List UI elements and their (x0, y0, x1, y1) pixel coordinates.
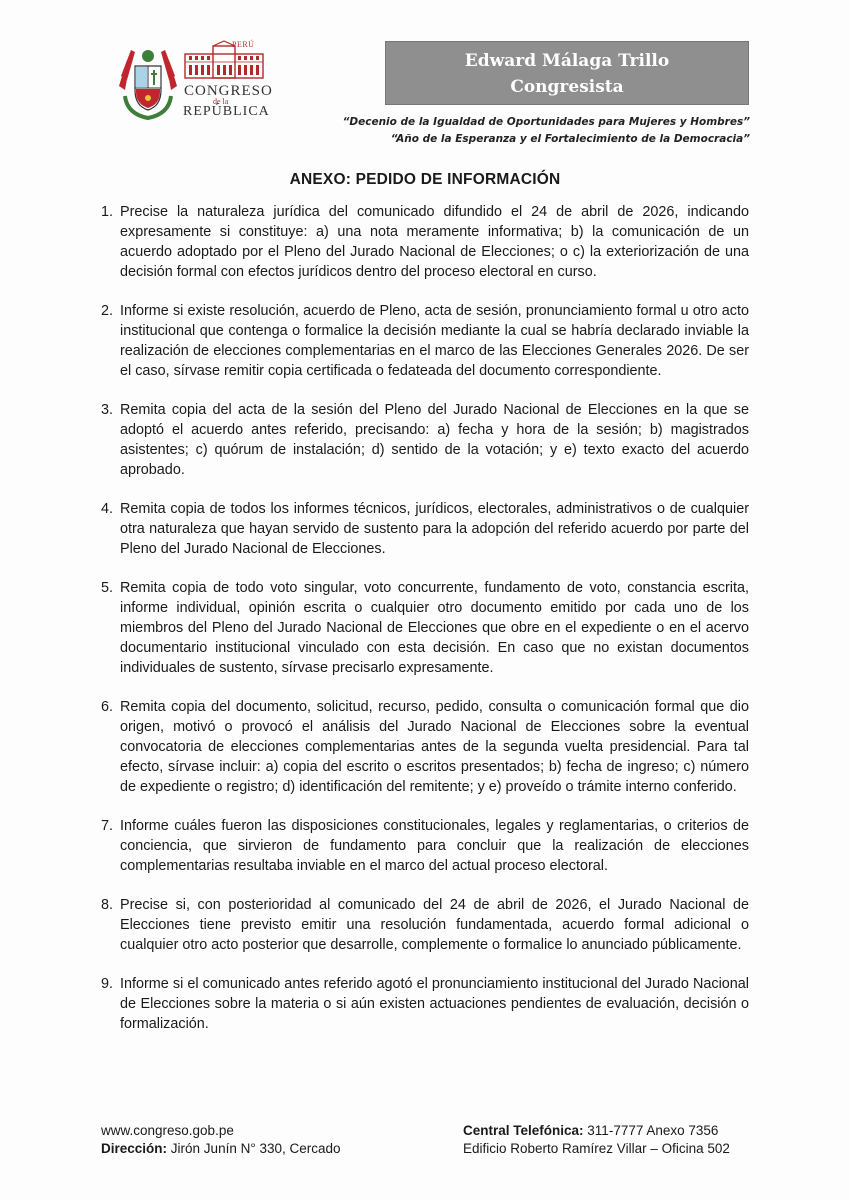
congressman-name: Edward Málaga Trillo (464, 51, 670, 71)
building-line: Edificio Roberto Ramírez Villar – Oficina 502 (463, 1141, 730, 1156)
item-text: Informe cuáles fueron las disposiciones constitucionales, legales y reglamentarias, o criterios de conciencia, que sirvieron de fundamento para concluir que la realización de elecciones complementarias resultaba inviable en el marco del actual proceso electoral. (120, 818, 749, 874)
decree-line-1: “Decenio de la Igualdad de Oportunidades para Mujeres y Hombres” (342, 116, 750, 128)
item-number: 4. (101, 501, 114, 517)
address-line (101, 1140, 341, 1158)
address-label: Dirección: (101, 1141, 168, 1156)
website-link[interactable]: www.congreso.gob.pe (101, 1123, 234, 1138)
item-text: Informe si el comunicado antes referido agotó el pronunciamiento institucional del Jurado Nacional de Elecciones sobre la materia o si aún existen actuaciones pendientes de evaluación, decisión o formalización. (120, 976, 749, 1032)
list-item (101, 400, 749, 480)
address-value: Jirón Junín N° 330, Cercado (170, 1141, 341, 1156)
phone-label: Central Telefónica: (463, 1123, 584, 1138)
item-number: 1. (101, 204, 114, 220)
footer-right (463, 1122, 730, 1158)
list-item (101, 202, 749, 282)
list-item (101, 816, 749, 876)
list-item (101, 974, 749, 1034)
item-text: Precise si, con posterioridad al comunicado del 24 de abril de 2026, el Jurado Nacional de Elecciones tiene previsto emitir una resolución fundamentada, acuerdo formal adicional o cualquier otro acto posterior que desarrolle, complemente o formalice lo anunciado públicamente. (120, 897, 749, 953)
list-item (101, 578, 749, 678)
item-number: 2. (101, 303, 114, 319)
list-item (101, 499, 749, 559)
peru-coat-of-arms-icon (117, 46, 179, 120)
footer-left (101, 1122, 341, 1158)
item-text: Precise la naturaleza jurídica del comunicado difundido el 24 de abril de 2026, indicando expresamente si constituye: a) una nota meramente informativa; b) la comunicación de un acuerdo adoptado por el Pleno del Jurado Nacional de Elecciones; o c) la exteriorización de una decisión formal con efectos jurídicos dentro del proceso electoral en curso. (120, 204, 749, 280)
congressman-name-box (385, 41, 749, 105)
list-item (101, 301, 749, 381)
item-text: Informe si existe resolución, acuerdo de Pleno, acta de sesión, pronunciamiento formal u otro acto institucional que contenga o formalice la decisión mediante la cual se habría declarado inviable la realización de elecciones complementarias en el marco de las Elecciones Generales 2026. De ser el caso, sírvase remitir copia certificada o fedateada del documento correspondiente. (120, 303, 749, 379)
item-number: 7. (101, 818, 114, 834)
list-item (101, 697, 749, 797)
congressman-role: Congresista (510, 77, 624, 97)
congreso-logo (117, 40, 273, 122)
item-text: Remita copia de todos los informes técnicos, jurídicos, electorales, administrativos o de cualquier otra naturaleza que hayan servido de sustento para la adopción del referido acuerdo por parte del Pleno del Jurado Nacional de Elecciones. (120, 501, 749, 557)
phone-line (463, 1122, 730, 1140)
phone-value: 311-7777 Anexo 7356 (587, 1123, 719, 1138)
item-number: 6. (101, 699, 114, 715)
logo-country: PERÚ (232, 40, 255, 49)
item-number: 3. (101, 402, 114, 418)
item-number: 8. (101, 897, 114, 913)
item-text: Remita copia del documento, solicitud, recurso, pedido, consulta o comunicación formal que dio origen, motivó o provocó el análisis del Jurado Nacional de Elecciones sobre la eventual convocatoria de elecciones complementarias antes de la segunda vuelta presidencial. Para tal efecto, sírvase incluir: a) copia del escrito o escritos presentados; b) fecha de ingreso; c) número de expediente o registro; d) identificación del remitente; y e) proveído o trámite interno conferido. (120, 699, 749, 795)
list-item (101, 895, 749, 955)
logo-line2: de la (213, 97, 229, 106)
logo-line1: CONGRESO (184, 83, 273, 99)
logo-line3: REPÚBLICA (183, 104, 270, 119)
item-number: 9. (101, 976, 114, 992)
item-text: Remita copia de todo voto singular, voto concurrente, fundamento de voto, constancia escrita, informe individual, opinión escrita o cualquier otro documento emitido por cada uno de los miembros del Pleno del Jurado Nacional de Elecciones que obre en el expediente o en el acervo documentario institucional vinculado con esta decisión. En caso que no existan documentos individuales de sustento, sírvase precisarlo expresamente. (120, 580, 749, 676)
document-title: ANEXO: PEDIDO DE INFORMACIÓN (289, 171, 561, 188)
item-text: Remita copia del acta de la sesión del Pleno del Jurado Nacional de Elecciones en la que se adoptó el acuerdo antes referido, precisando: a) fecha y hora de la sesión; b) magistrados asistentes; c) quórum de instalación; d) sentido de la votación; y e) texto exacto del acuerdo aprobado. (120, 402, 749, 478)
request-list (101, 202, 749, 1053)
item-number: 5. (101, 580, 114, 596)
decree-line-2: “Año de la Esperanza y el Fortalecimiento de la Democracia” (390, 133, 750, 145)
